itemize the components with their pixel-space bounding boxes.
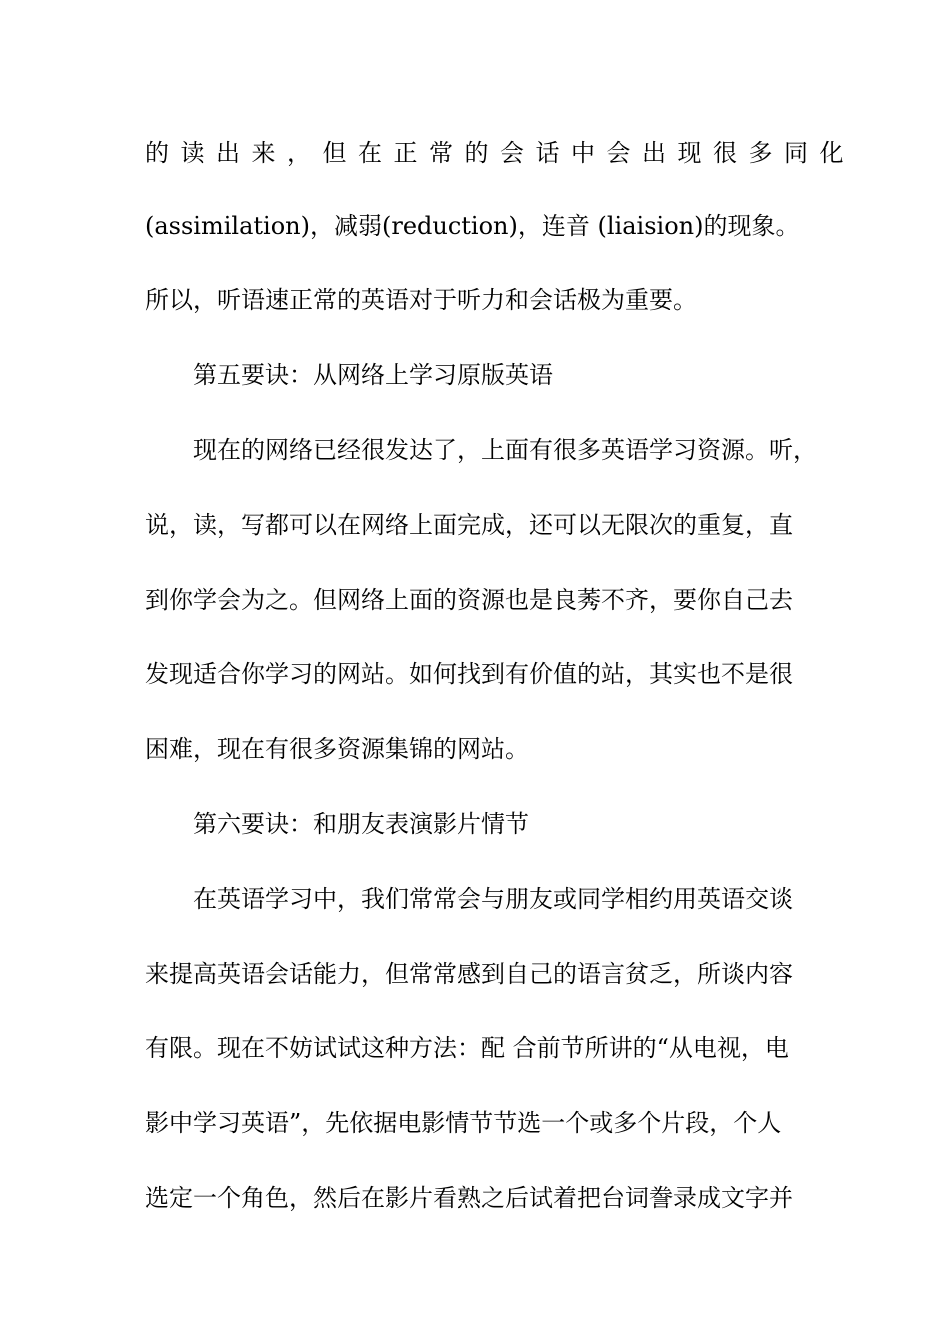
- text-line: 所以，听语速正常的英语对于听力和会话极为重要。: [145, 286, 697, 314]
- section-heading: 第六要诀：和朋友表演影片情节: [193, 810, 529, 838]
- text-line: 的读出来，但在正常的会话中会出现很多同化: [145, 139, 855, 167]
- section-heading: 第五要诀：从网络上学习原版英语: [193, 361, 553, 389]
- text-line: 在英语学习中，我们常常会与朋友或同学相约用英语交谈: [193, 885, 793, 913]
- text-line: 到你学会为之。但网络上面的资源也是良莠不齐，要你自己去: [145, 586, 793, 614]
- text-line: 来提高英语会话能力，但常常感到自己的语言贫乏，所谈内容: [145, 960, 793, 988]
- text-line: 有限。现在不妨试试这种方法：配 合前节所讲的“从电视，电: [145, 1034, 789, 1062]
- text-line: 现在的网络已经很发达了，上面有很多英语学习资源。听，: [193, 436, 817, 464]
- text-line: 发现适合你学习的网站。如何找到有价值的站，其实也不是很: [145, 660, 793, 688]
- text-line: (assimilation)，减弱(reduction)，连音 (liaision)的现象。: [145, 212, 800, 240]
- text-line: 说，读，写都可以在网络上面完成，还可以无限次的重复，直: [145, 511, 793, 539]
- text-line: 困难，现在有很多资源集锦的网站。: [145, 735, 529, 763]
- text-line: 选定一个角色，然后在影片看熟之后试着把台词誊录成文字并: [145, 1184, 793, 1212]
- text-line: 影中学习英语”，先依据电影情节节选一个或多个片段，个人: [145, 1109, 782, 1137]
